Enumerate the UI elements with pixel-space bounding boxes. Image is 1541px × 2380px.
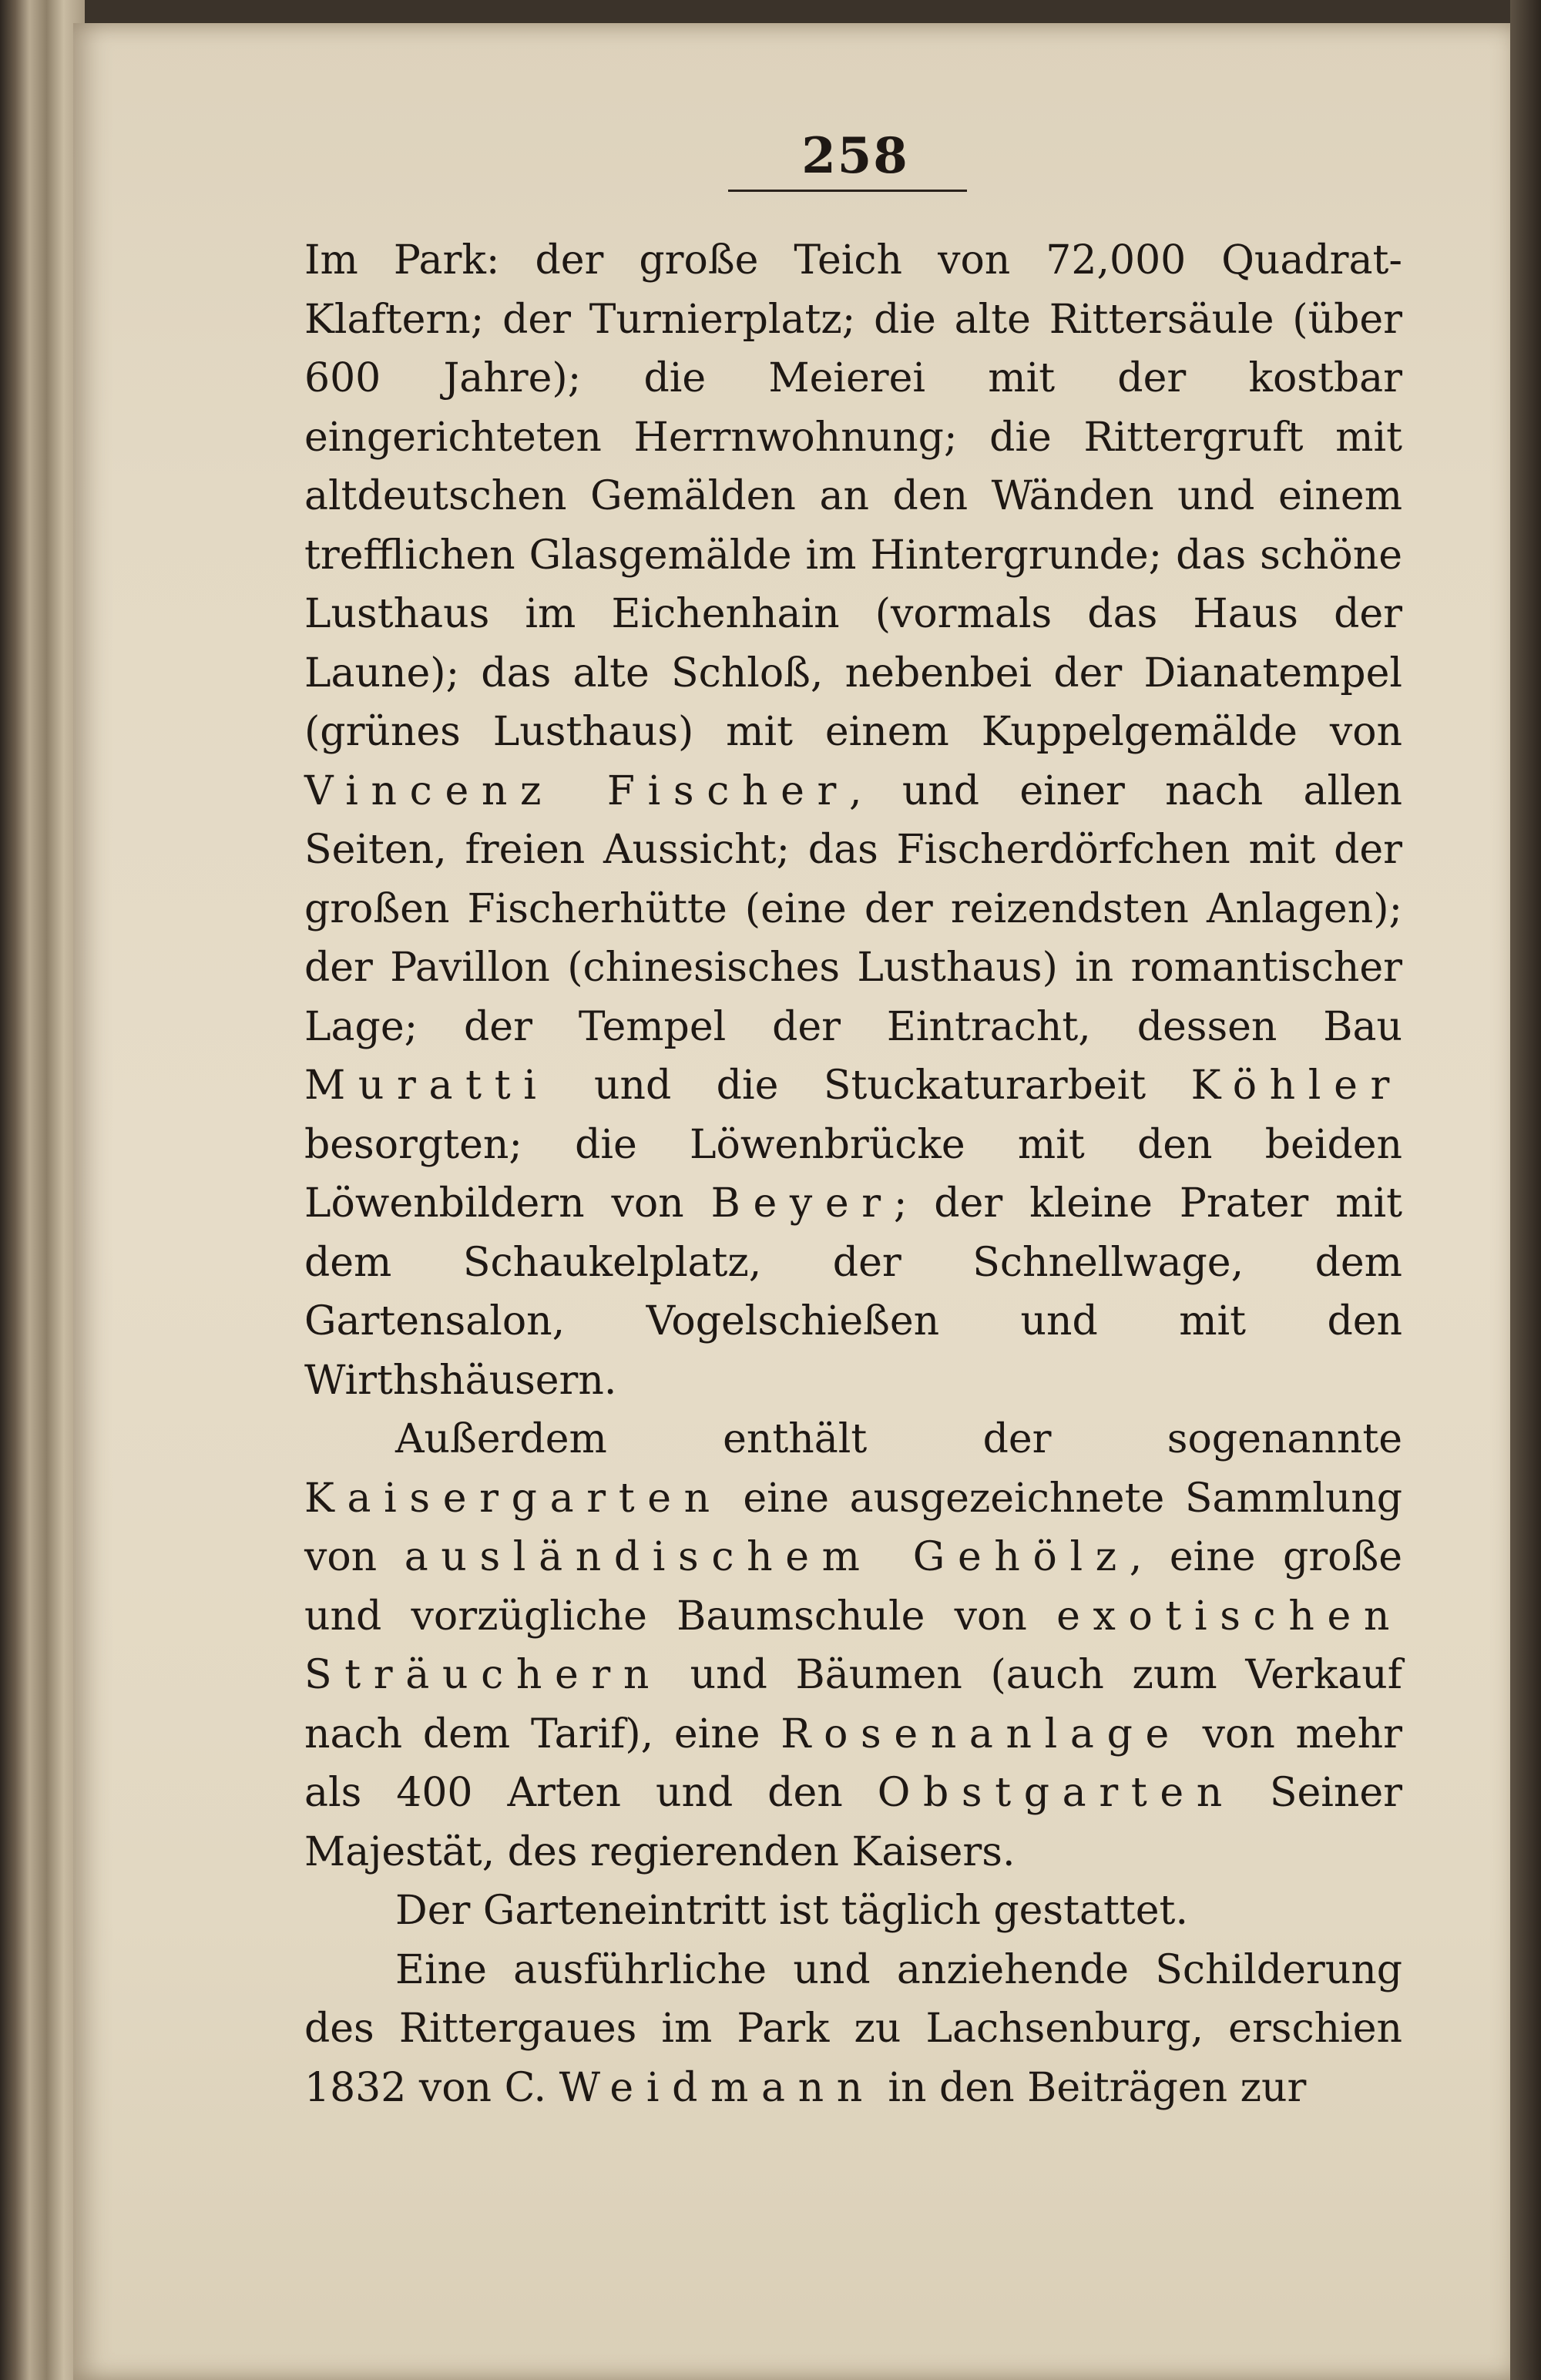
- text-run: von mehr als 400 Arten und den: [304, 1710, 1402, 1816]
- paragraph: [304, 1941, 1402, 2118]
- text-run: und die Stuckaturarbeit: [549, 1062, 1191, 1109]
- text-run: Der Garteneintritt ist täglich gestattet.: [395, 1888, 1188, 1934]
- paragraph: [304, 1410, 1402, 1882]
- spaced-emphasis-text: exotischen Sträuchern: [304, 1593, 1402, 1698]
- text-run: Eine ausführliche und anziehende Schilderung des Rittergaues im Park zu Lachsenburg, erschien 1832 von C.: [304, 1946, 1402, 2111]
- spaced-emphasis-text: Vincenz Fischer: [304, 767, 850, 814]
- text-run: und Bäumen (auch zum Verkauf nach dem Tarif), eine: [304, 1652, 1402, 1757]
- book-spine-edge: [0, 0, 85, 2380]
- spaced-emphasis-text: Weidmann: [559, 2064, 875, 2111]
- facing-page-edge: [1510, 0, 1541, 2380]
- text-run: ; der kleine Prater mit dem Schaukelplatz, der Schnellwage, dem Gartensalon, Vogelschießen und mit den Wirthshäusern.: [304, 1180, 1402, 1404]
- paragraph: [304, 1882, 1402, 1941]
- text-run: Außerdem enthält der sogenannte: [395, 1416, 1402, 1462]
- text-run: Im Park: der große Teich von 72,000 Quadrat-Klaftern; der Turnierplatz; die alte Rittersäule (über 600 Jahre); die Meierei mit der kostbar eingerichteten Herrnwohnung; die Rittergruft mit altdeutschen Gemälden an den Wänden und einem trefflichen Glasgemälde im Hintergrunde; das schöne Lusthaus im Eichenhain (vormals das Haus der Laune); das alte Schloß, nebenbei der Dianatempel (grünes Lusthaus) mit einem Kuppelgemälde von: [304, 237, 1402, 755]
- spaced-emphasis-text: Obstgarten: [877, 1770, 1235, 1816]
- text-run: besorgten; die Löwenbrücke mit den beiden Löwenbildern von: [304, 1121, 1402, 1227]
- paragraph: [304, 231, 1402, 1410]
- text-run: , eine große und vorzügliche Baumschule von: [304, 1534, 1402, 1640]
- text-run: Seiner Majestät, des regierenden Kaisers.: [304, 1770, 1402, 1875]
- header-rule: [728, 190, 967, 192]
- spaced-emphasis-text: Beyer: [710, 1180, 894, 1227]
- spaced-emphasis-text: Rosenanlage: [781, 1710, 1182, 1757]
- spaced-emphasis-text: ausländischem Gehölz: [404, 1534, 1130, 1580]
- text-run: eine ausgezeichnete Sammlung von: [304, 1475, 1402, 1580]
- spaced-emphasis-text: Köhler: [1190, 1062, 1402, 1109]
- spaced-emphasis-text: Muratti: [304, 1062, 549, 1109]
- page-number: 258: [801, 127, 909, 185]
- text-run: in den Beiträgen zur: [875, 2064, 1307, 2111]
- spaced-emphasis-text: Kaisergarten: [304, 1475, 723, 1522]
- text-run: , und einer nach allen Seiten, freien Aussicht; das Fischerdörfchen mit der großen Fischerhütte (eine der reizendsten Anlagen); der Pavillon (chinesisches Lusthaus) in romantischer Lage; der Tempel der Eintracht, dessen Bau: [304, 767, 1402, 1050]
- body-text: [304, 231, 1402, 2117]
